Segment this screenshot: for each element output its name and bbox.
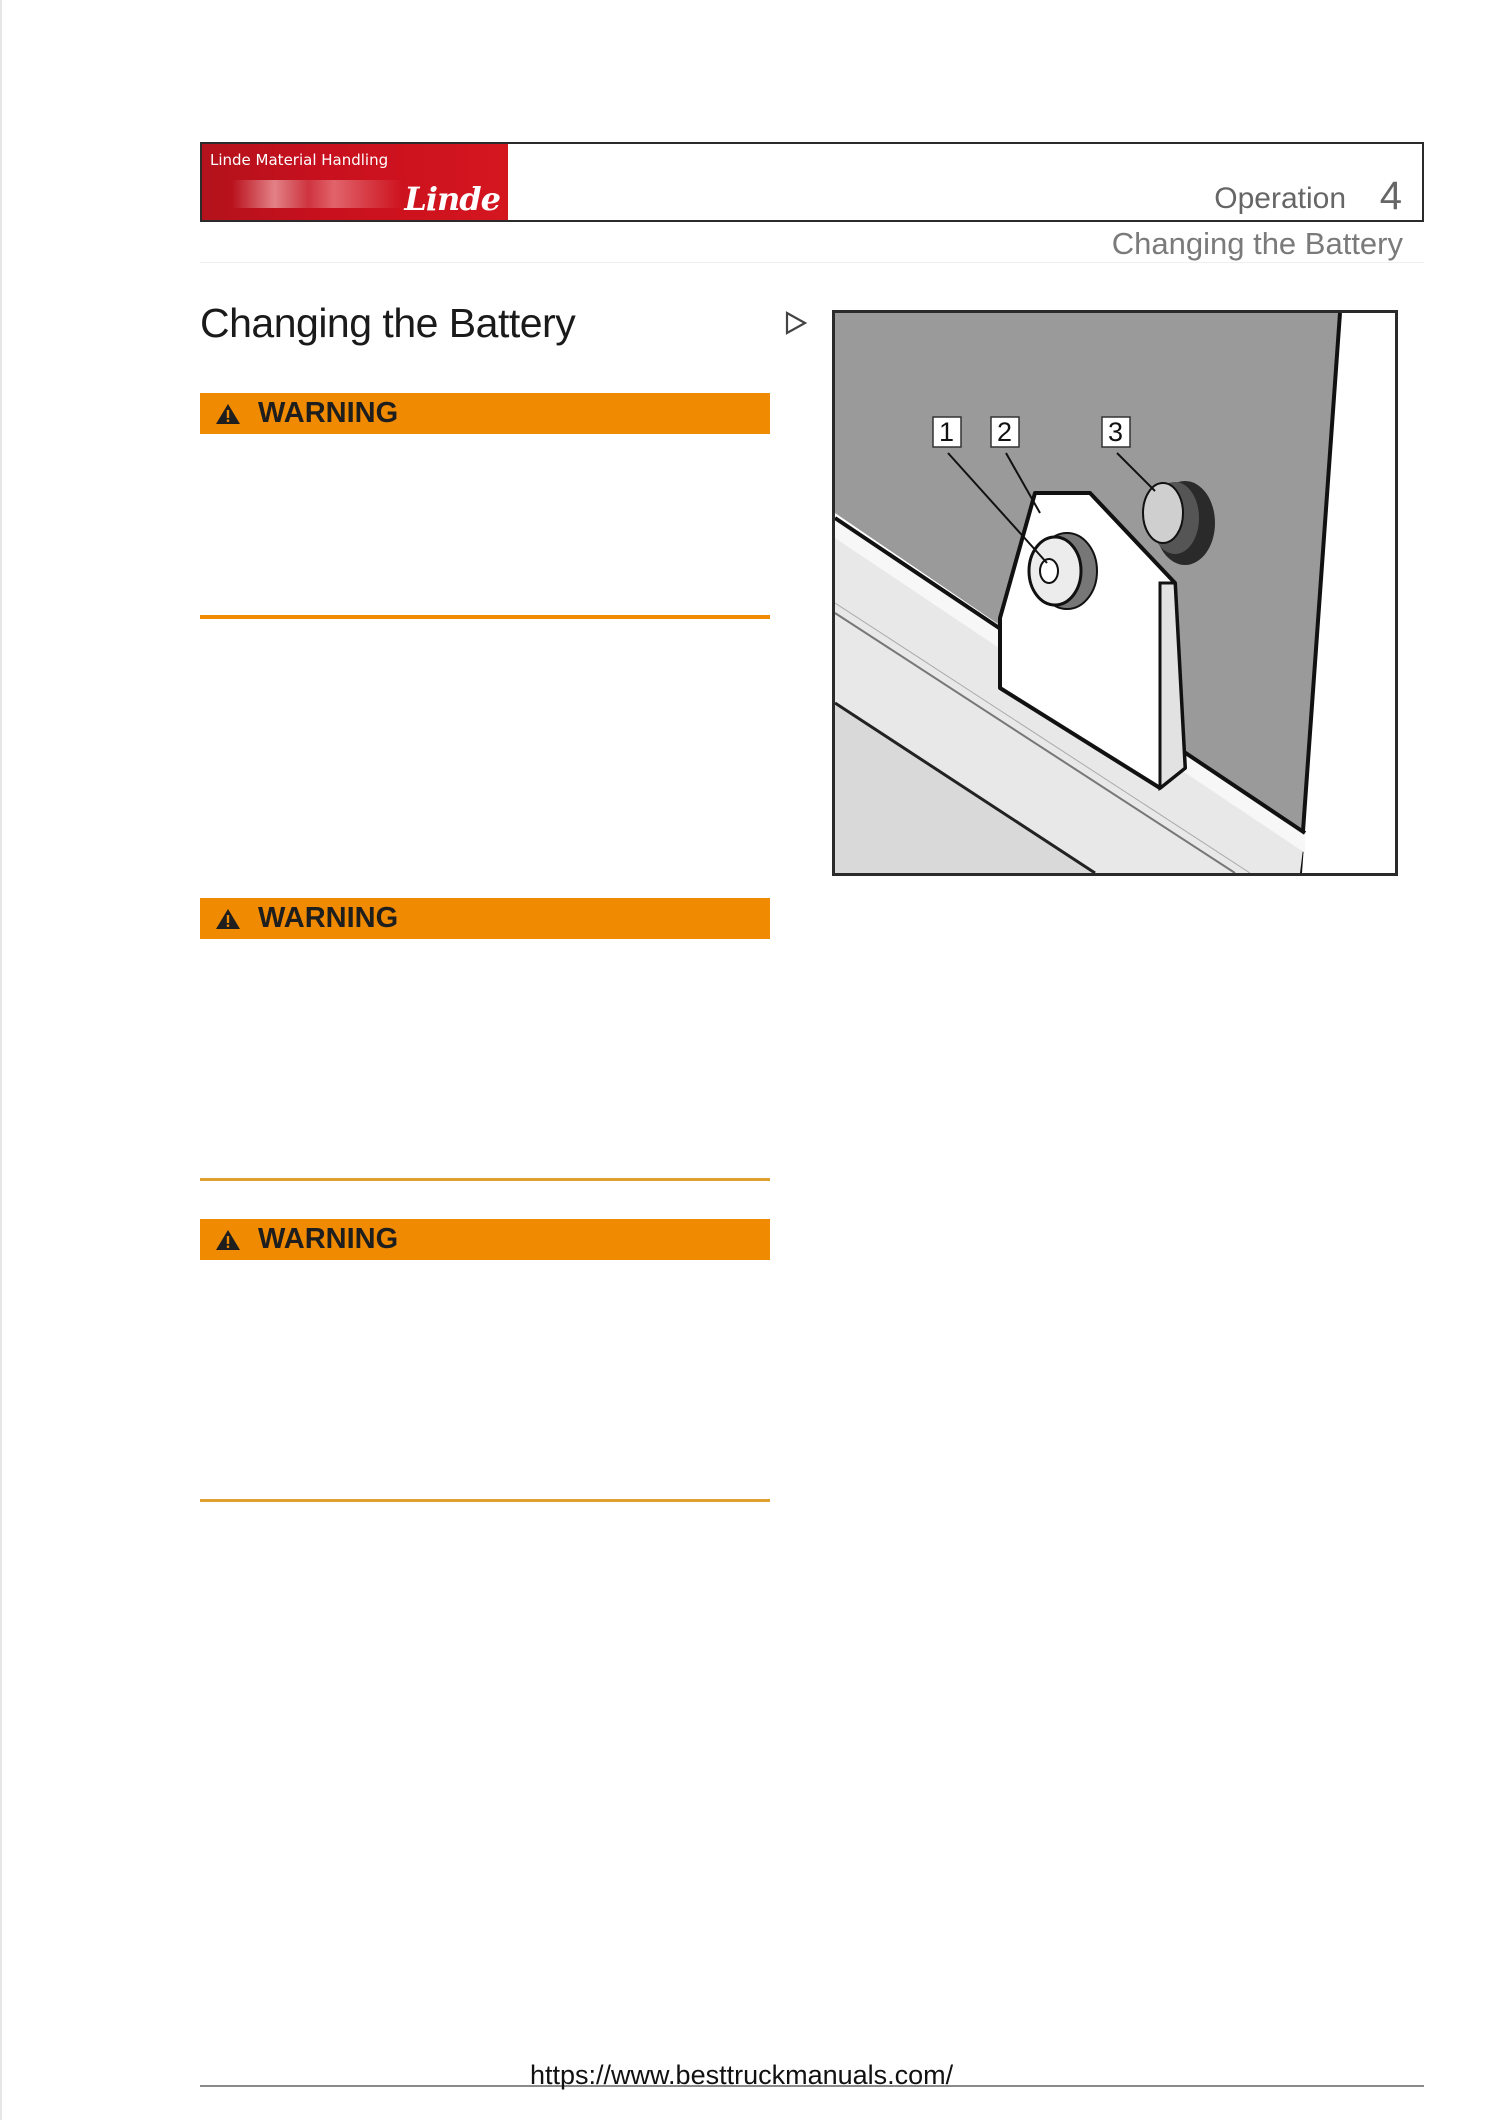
warning-end-rule (200, 1178, 770, 1181)
page-title: Changing the Battery (200, 300, 576, 346)
linde-logo (202, 144, 508, 220)
page-edge (0, 0, 2, 2120)
warning-label: WARNING (258, 902, 399, 934)
warning-triangle-icon (214, 1228, 242, 1252)
chapter-number: 4 (1379, 174, 1402, 218)
brand-name: Linde (404, 180, 500, 218)
warning-triangle-icon (214, 907, 242, 931)
footer-link[interactable]: https://www.besttruckmanuals.com/ (530, 2060, 954, 2090)
battery-illustration (835, 313, 1395, 873)
warning-label: WARNING (258, 1223, 399, 1255)
battery-figure (832, 310, 1398, 876)
callout-2: 2 (997, 417, 1013, 447)
company-name: Linde Material Handling (210, 151, 389, 169)
warning-end-rule (200, 1499, 770, 1502)
callout-3: 3 (1108, 417, 1124, 447)
warning-end-rule (200, 615, 770, 619)
header-divider (200, 262, 1424, 263)
figure-reference-arrow-icon (784, 310, 808, 336)
warning-banner (200, 1219, 770, 1260)
callout-1: 1 (939, 417, 955, 447)
warning-banner (200, 898, 770, 939)
logo-decoration (232, 180, 402, 208)
section-subtitle: Changing the Battery (1111, 226, 1403, 261)
chapter-title: Operation (1214, 182, 1346, 215)
warning-triangle-icon (214, 402, 242, 426)
warning-label: WARNING (258, 397, 399, 429)
warning-banner (200, 393, 770, 434)
page-header (200, 142, 1424, 222)
